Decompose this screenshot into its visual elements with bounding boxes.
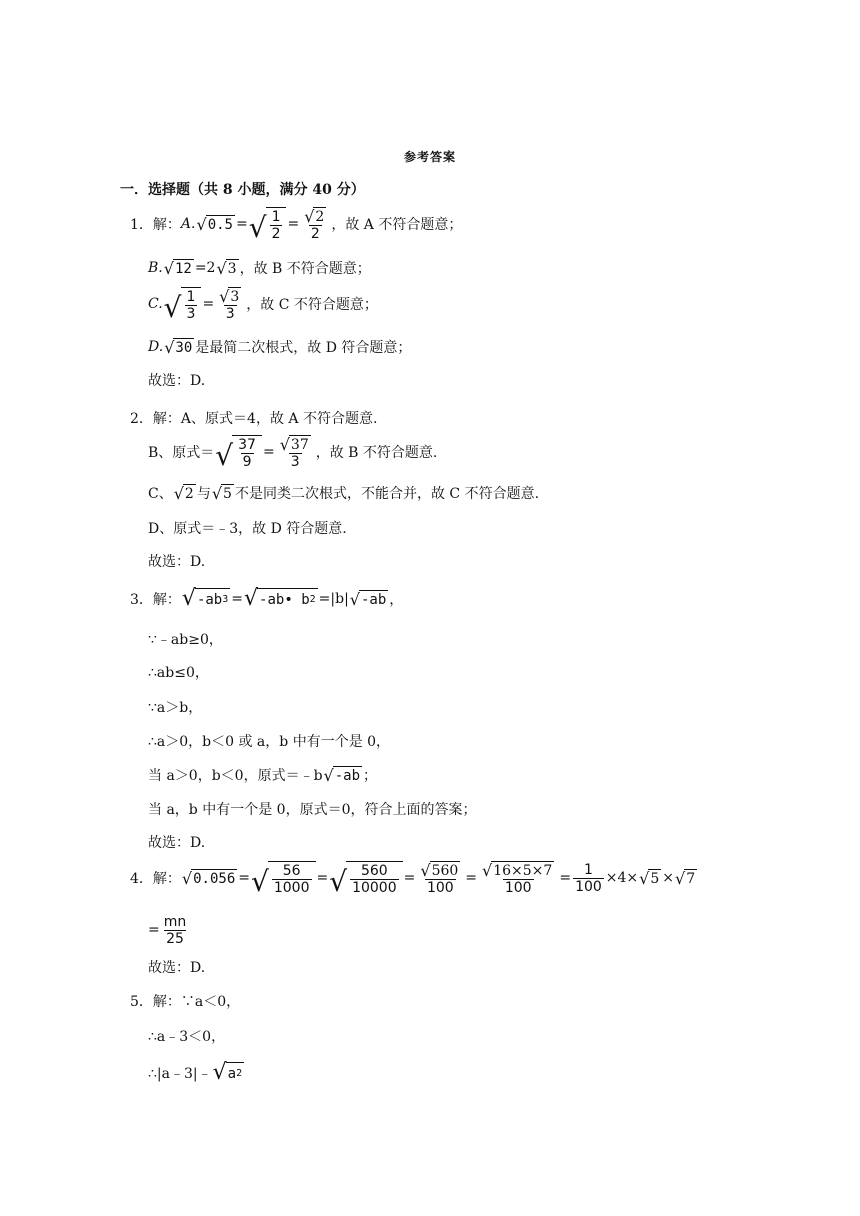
q1-line-b: B. √ 12 =2 √ 3 ，故 B 不符合题意； <box>148 259 371 278</box>
sqrt: √ 2 <box>173 484 194 503</box>
sqrt-fraction: √ $\frac{56}{1000}$ <box>251 861 315 896</box>
fraction: √ 16×5×7 100 <box>482 860 553 896</box>
fraction: √ 560 100 <box>420 860 459 896</box>
q2-line-b: B、原式＝ √ $\frac{37}{9}$ = √ 37 3 ，故 B 不符合题意. <box>148 434 438 472</box>
sqrt: √ -ab <box>323 766 361 785</box>
fraction: √ 37 3 <box>279 434 309 470</box>
q1-line-a: 1． 解： A. √ 0.5 = √ $\frac{1}{2}$ = √ 2 2 ，故 A 不符合题意； <box>130 206 463 244</box>
fraction: √ 3 3 <box>219 286 240 322</box>
q4-line-1: 4． 解： √ 0.056 = √ $\frac{56}{1000}$ = √ $\frac{560}{10000}$ = √ 560 100 = √ 16×5×7 100 = $\frac{1}{100}$ ×4× √ 5 × √ 7 <box>130 860 696 898</box>
q3-number: 3． <box>130 592 153 608</box>
sqrt: √ 0.5 <box>196 215 233 234</box>
sqrt: √ 7 <box>675 869 696 888</box>
q3-line-2: ∵﹣ab≥0， <box>148 632 223 648</box>
q4-number: 4． <box>130 871 153 887</box>
fraction: $\frac{1}{100}$ <box>575 861 602 895</box>
sqrt: √ -ab <box>349 590 387 609</box>
sqrt-fraction: √ $\frac{37}{9}$ <box>215 435 262 470</box>
sqrt: √ 5 <box>639 869 660 888</box>
q2-line-d: D、原式＝﹣3，故 D 符合题意. <box>148 521 347 537</box>
q3-line-3: ∴ab≤0， <box>148 665 209 681</box>
q4-line-2: = $\frac{mn}{25}$ <box>148 913 187 947</box>
q4-answer: 故选：D. <box>148 960 206 976</box>
sqrt: √ 3 <box>216 259 237 278</box>
q3-line-1: 3． 解： √ -ab 3 = √ -ab• b 2 =|b| √ -ab ， <box>130 586 404 611</box>
sqrt: √ 0.056 <box>181 869 236 888</box>
sqrt: √ -ab 3 <box>181 586 229 611</box>
q3-line-5: ∴a＞0，b＜0 或 a，b 中有一个是 0， <box>148 734 391 750</box>
q3-line-4: ∵a＞b， <box>148 700 203 716</box>
q1-line-d: D. √ 30 是最简二次根式，故 D 符合题意； <box>148 338 412 357</box>
q1-line-c: C. √ $\frac{1}{3}$ = √ 3 3 ，故 C 不符合题意； <box>148 286 378 324</box>
sqrt: √ -ab• b 2 <box>244 586 316 611</box>
fraction: $\frac{mn}{25}$ <box>163 913 187 947</box>
sqrt: √ a 2 <box>212 1060 243 1085</box>
q2-line-c: C、 √ 2 与 √ 5 不是同类二次根式，不能合并，故 C 不符合题意. <box>148 484 540 503</box>
q5-line-3: ∴|a﹣3|﹣ √ a 2 <box>148 1060 243 1085</box>
q1-number: 1． <box>130 217 153 233</box>
fraction: √ 2 2 <box>304 206 325 242</box>
q2-answer: 故选：D. <box>148 554 206 570</box>
sqrt: √ 30 <box>164 338 193 357</box>
page-title: 参考答案 <box>403 150 456 164</box>
section-heading: 一．选择题（共 8 小题，满分 40 分） <box>120 182 365 198</box>
q5-line-2: ∴a﹣3＜0， <box>148 1029 226 1045</box>
q5-number: 5． <box>130 994 153 1010</box>
sqrt: √ 12 <box>163 259 192 278</box>
sqrt-fraction: √ $\frac{1}{2}$ <box>249 207 287 242</box>
q2-number: 2． <box>130 411 153 427</box>
sqrt-fraction: √ $\frac{560}{10000}$ <box>329 861 402 896</box>
q2-line-a: 2． 解：A、原式＝4，故 A 不符合题意. <box>130 403 377 433</box>
q5-line-1: 5． 解：∵a＜0， <box>130 986 240 1016</box>
sqrt-fraction: √ $\frac{1}{3}$ <box>164 287 202 322</box>
q3-line-6: 当 a＞0，b＜0，原式＝﹣b √ -ab ； <box>148 766 378 785</box>
q3-line-7: 当 a，b 中有一个是 0，原式＝0，符合上面的答案； <box>148 802 477 818</box>
q3-answer: 故选：D. <box>148 835 206 851</box>
q1-answer: 故选：D. <box>148 373 206 389</box>
sqrt: √ 5 <box>211 484 232 503</box>
